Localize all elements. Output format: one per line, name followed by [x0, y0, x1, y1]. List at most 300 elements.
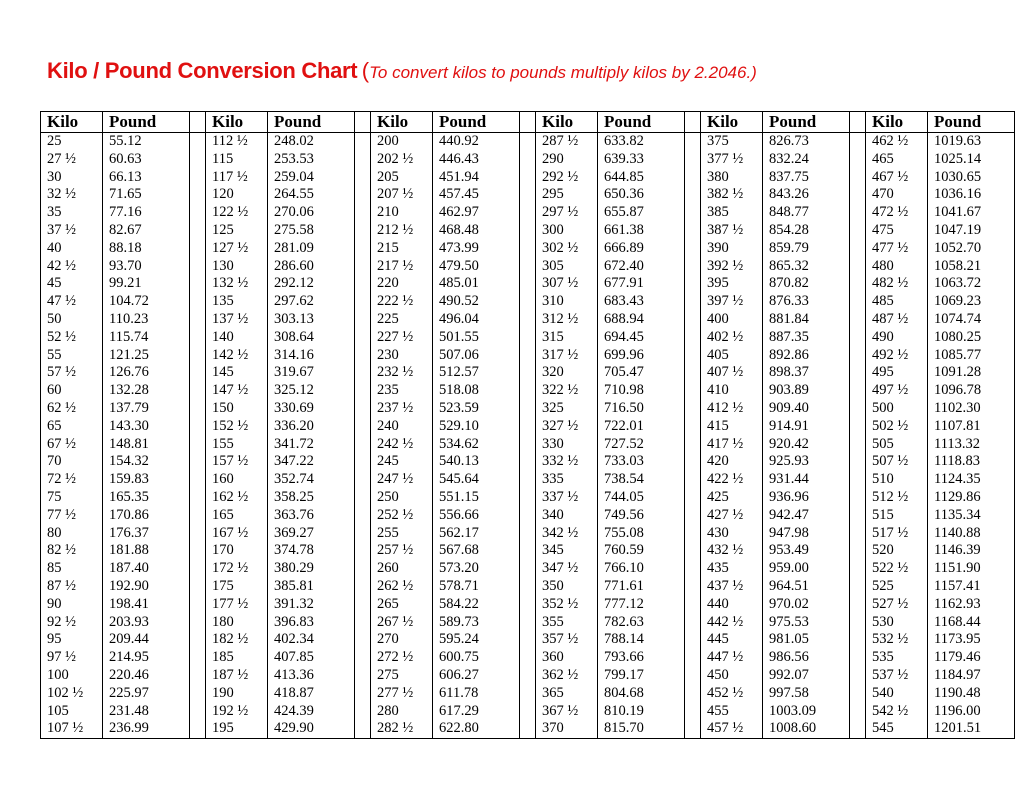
table-row	[41, 133, 1015, 151]
pound-cell: 782.63	[598, 614, 685, 632]
kilo-cell: 100	[41, 667, 103, 685]
table-row	[41, 542, 1015, 560]
column-gap	[355, 542, 371, 560]
pound-cell: 407.85	[268, 649, 355, 667]
kilo-cell: 455	[701, 703, 763, 721]
kilo-cell: 392 ½	[701, 258, 763, 276]
pound-cell: 1140.88	[928, 525, 1015, 543]
header-row	[41, 112, 1015, 133]
column-gap	[355, 560, 371, 578]
kilo-cell: 470	[866, 186, 928, 204]
column-gap	[355, 649, 371, 667]
column-gap	[190, 631, 206, 649]
kilo-cell: 360	[536, 649, 598, 667]
pound-cell: 892.86	[763, 347, 850, 365]
pound-cell: 303.13	[268, 311, 355, 329]
kilo-cell: 505	[866, 436, 928, 454]
kilo-cell: 280	[371, 703, 433, 721]
column-gap	[685, 614, 701, 632]
pound-cell: 859.79	[763, 240, 850, 258]
kilo-cell: 477 ½	[866, 240, 928, 258]
pound-cell: 688.94	[598, 311, 685, 329]
column-gap	[685, 578, 701, 596]
column-gap	[190, 186, 206, 204]
column-gap	[685, 347, 701, 365]
table-row	[41, 703, 1015, 721]
pound-cell: 848.77	[763, 204, 850, 222]
pound-cell: 562.17	[433, 525, 520, 543]
column-gap	[520, 489, 536, 507]
kilo-cell: 150	[206, 400, 268, 418]
kilo-cell: 517 ½	[866, 525, 928, 543]
kilo-cell: 62 ½	[41, 400, 103, 418]
pound-cell: 992.07	[763, 667, 850, 685]
kilo-cell: 425	[701, 489, 763, 507]
kilo-cell: 117 ½	[206, 169, 268, 187]
column-gap	[190, 151, 206, 169]
kilo-cell: 397 ½	[701, 293, 763, 311]
column-gap	[685, 240, 701, 258]
kilo-cell: 500	[866, 400, 928, 418]
pound-cell: 512.57	[433, 364, 520, 382]
kilo-cell: 427 ½	[701, 507, 763, 525]
column-gap	[190, 240, 206, 258]
column-gap	[685, 542, 701, 560]
column-gap	[355, 489, 371, 507]
pound-cell: 881.84	[763, 311, 850, 329]
pound-cell: 523.59	[433, 400, 520, 418]
pound-cell: 77.16	[103, 204, 190, 222]
kilo-header: Kilo	[206, 112, 268, 133]
kilo-cell: 322 ½	[536, 382, 598, 400]
kilo-cell: 245	[371, 453, 433, 471]
kilo-cell: 237 ½	[371, 400, 433, 418]
column-gap	[850, 703, 866, 721]
column-gap	[850, 347, 866, 365]
pound-cell: 225.97	[103, 685, 190, 703]
kilo-cell: 395	[701, 275, 763, 293]
pound-cell: 264.55	[268, 186, 355, 204]
column-gap	[685, 258, 701, 276]
column-gap	[685, 631, 701, 649]
kilo-cell: 30	[41, 169, 103, 187]
kilo-cell: 405	[701, 347, 763, 365]
pound-cell: 110.23	[103, 311, 190, 329]
column-gap	[190, 329, 206, 347]
column-gap	[190, 311, 206, 329]
pound-cell: 451.94	[433, 169, 520, 187]
column-gap	[520, 720, 536, 738]
pound-cell: 1052.70	[928, 240, 1015, 258]
pound-header: Pound	[433, 112, 520, 133]
kilo-cell: 77 ½	[41, 507, 103, 525]
column-gap	[685, 133, 701, 151]
kilo-cell: 415	[701, 418, 763, 436]
column-gap	[190, 525, 206, 543]
kilo-cell: 175	[206, 578, 268, 596]
pound-cell: 876.33	[763, 293, 850, 311]
pound-cell: 832.24	[763, 151, 850, 169]
kilo-cell: 172 ½	[206, 560, 268, 578]
kilo-cell: 115	[206, 151, 268, 169]
kilo-cell: 542 ½	[866, 703, 928, 721]
kilo-cell: 380	[701, 169, 763, 187]
pound-cell: 804.68	[598, 685, 685, 703]
kilo-cell: 145	[206, 364, 268, 382]
pound-cell: 286.60	[268, 258, 355, 276]
pound-cell: 165.35	[103, 489, 190, 507]
pound-cell: 115.74	[103, 329, 190, 347]
column-gap	[190, 614, 206, 632]
table-row	[41, 222, 1015, 240]
kilo-cell: 112 ½	[206, 133, 268, 151]
pound-cell: 176.37	[103, 525, 190, 543]
column-gap	[190, 489, 206, 507]
pound-cell: 755.08	[598, 525, 685, 543]
pound-cell: 606.27	[433, 667, 520, 685]
kilo-cell: 165	[206, 507, 268, 525]
pound-cell: 126.76	[103, 364, 190, 382]
pound-cell: 529.10	[433, 418, 520, 436]
pound-cell: 424.39	[268, 703, 355, 721]
kilo-cell: 370	[536, 720, 598, 738]
pound-cell: 292.12	[268, 275, 355, 293]
pound-cell: 429.90	[268, 720, 355, 738]
pound-cell: 1102.30	[928, 400, 1015, 418]
kilo-cell: 527 ½	[866, 596, 928, 614]
pound-header: Pound	[103, 112, 190, 133]
column-gap	[190, 436, 206, 454]
table-row	[41, 293, 1015, 311]
pound-cell: 556.66	[433, 507, 520, 525]
pound-cell: 468.48	[433, 222, 520, 240]
column-gap	[355, 471, 371, 489]
column-gap	[685, 275, 701, 293]
column-gap	[190, 578, 206, 596]
column-gap	[355, 382, 371, 400]
kilo-cell: 122 ½	[206, 204, 268, 222]
column-gap	[850, 667, 866, 685]
kilo-cell: 535	[866, 649, 928, 667]
column-gap	[190, 112, 206, 133]
pound-cell: 391.32	[268, 596, 355, 614]
column-gap	[355, 685, 371, 703]
kilo-cell: 132 ½	[206, 275, 268, 293]
kilo-cell: 167 ½	[206, 525, 268, 543]
column-gap	[520, 596, 536, 614]
column-gap	[850, 204, 866, 222]
pound-cell: 60.63	[103, 151, 190, 169]
pound-cell: 633.82	[598, 133, 685, 151]
pound-cell: 766.10	[598, 560, 685, 578]
column-gap	[685, 471, 701, 489]
pound-cell: 1058.21	[928, 258, 1015, 276]
kilo-cell: 155	[206, 436, 268, 454]
pound-cell: 749.56	[598, 507, 685, 525]
column-gap	[355, 436, 371, 454]
pound-cell: 148.81	[103, 436, 190, 454]
table-row	[41, 614, 1015, 632]
pound-cell: 1041.67	[928, 204, 1015, 222]
pound-cell: 887.35	[763, 329, 850, 347]
kilo-cell: 522 ½	[866, 560, 928, 578]
pound-cell: 1118.83	[928, 453, 1015, 471]
kilo-cell: 42 ½	[41, 258, 103, 276]
pound-cell: 1135.34	[928, 507, 1015, 525]
pound-cell: 584.22	[433, 596, 520, 614]
kilo-cell: 157 ½	[206, 453, 268, 471]
kilo-cell: 335	[536, 471, 598, 489]
column-gap	[355, 169, 371, 187]
pound-cell: 936.96	[763, 489, 850, 507]
kilo-cell: 275	[371, 667, 433, 685]
kilo-cell: 437 ½	[701, 578, 763, 596]
table-row	[41, 720, 1015, 738]
kilo-cell: 545	[866, 720, 928, 738]
kilo-cell: 442 ½	[701, 614, 763, 632]
column-gap	[520, 169, 536, 187]
column-gap	[850, 578, 866, 596]
pound-cell: 1080.25	[928, 329, 1015, 347]
pound-cell: 369.27	[268, 525, 355, 543]
pound-cell: 220.46	[103, 667, 190, 685]
kilo-cell: 537 ½	[866, 667, 928, 685]
pound-cell: 1074.74	[928, 311, 1015, 329]
pound-cell: 710.98	[598, 382, 685, 400]
pound-cell: 1047.19	[928, 222, 1015, 240]
kilo-cell: 330	[536, 436, 598, 454]
kilo-cell: 507 ½	[866, 453, 928, 471]
kilo-cell: 75	[41, 489, 103, 507]
pound-cell: 837.75	[763, 169, 850, 187]
table-row	[41, 329, 1015, 347]
pound-header: Pound	[268, 112, 355, 133]
kilo-cell: 250	[371, 489, 433, 507]
pound-cell: 363.76	[268, 507, 355, 525]
kilo-cell: 152 ½	[206, 418, 268, 436]
kilo-cell: 315	[536, 329, 598, 347]
column-gap	[520, 222, 536, 240]
kilo-cell: 320	[536, 364, 598, 382]
kilo-cell: 487 ½	[866, 311, 928, 329]
column-gap	[685, 489, 701, 507]
column-gap	[520, 204, 536, 222]
kilo-cell: 55	[41, 347, 103, 365]
pound-cell: 1190.48	[928, 685, 1015, 703]
column-gap	[520, 614, 536, 632]
table-row	[41, 418, 1015, 436]
pound-cell: 947.98	[763, 525, 850, 543]
column-gap	[190, 685, 206, 703]
kilo-cell: 390	[701, 240, 763, 258]
pound-cell: 545.64	[433, 471, 520, 489]
pound-cell: 1201.51	[928, 720, 1015, 738]
pound-cell: 1157.41	[928, 578, 1015, 596]
pound-cell: 187.40	[103, 560, 190, 578]
table-row	[41, 631, 1015, 649]
kilo-cell: 52 ½	[41, 329, 103, 347]
kilo-cell: 190	[206, 685, 268, 703]
column-gap	[355, 400, 371, 418]
column-gap	[850, 525, 866, 543]
column-gap	[190, 169, 206, 187]
column-gap	[850, 151, 866, 169]
column-gap	[355, 631, 371, 649]
title-main: Kilo / Pound Conversion Chart	[47, 58, 358, 83]
pound-cell: 925.93	[763, 453, 850, 471]
kilo-cell: 80	[41, 525, 103, 543]
pound-cell: 771.61	[598, 578, 685, 596]
pound-cell: 457.45	[433, 186, 520, 204]
pound-cell: 683.43	[598, 293, 685, 311]
kilo-cell: 480	[866, 258, 928, 276]
column-gap	[355, 364, 371, 382]
column-gap	[520, 703, 536, 721]
column-gap	[685, 667, 701, 685]
kilo-cell: 212 ½	[371, 222, 433, 240]
kilo-cell: 287 ½	[536, 133, 598, 151]
pound-cell: 1179.46	[928, 649, 1015, 667]
kilo-cell: 440	[701, 596, 763, 614]
pound-cell: 970.02	[763, 596, 850, 614]
kilo-cell: 540	[866, 685, 928, 703]
pound-cell: 159.83	[103, 471, 190, 489]
pound-cell: 104.72	[103, 293, 190, 311]
kilo-cell: 180	[206, 614, 268, 632]
column-gap	[355, 614, 371, 632]
kilo-cell: 47 ½	[41, 293, 103, 311]
column-gap	[190, 453, 206, 471]
kilo-cell: 255	[371, 525, 433, 543]
pound-cell: 347.22	[268, 453, 355, 471]
kilo-cell: 445	[701, 631, 763, 649]
pound-cell: 55.12	[103, 133, 190, 151]
kilo-cell: 407 ½	[701, 364, 763, 382]
kilo-cell: 340	[536, 507, 598, 525]
column-gap	[850, 631, 866, 649]
pound-cell: 738.54	[598, 471, 685, 489]
kilo-cell: 420	[701, 453, 763, 471]
pound-cell: 93.70	[103, 258, 190, 276]
kilo-header: Kilo	[41, 112, 103, 133]
pound-cell: 1146.39	[928, 542, 1015, 560]
pound-cell: 959.00	[763, 560, 850, 578]
pound-cell: 760.59	[598, 542, 685, 560]
column-gap	[190, 667, 206, 685]
kilo-cell: 302 ½	[536, 240, 598, 258]
column-gap	[355, 720, 371, 738]
pound-cell: 374.78	[268, 542, 355, 560]
kilo-cell: 87 ½	[41, 578, 103, 596]
pound-cell: 99.21	[103, 275, 190, 293]
column-gap	[520, 667, 536, 685]
table-row	[41, 258, 1015, 276]
pound-cell: 534.62	[433, 436, 520, 454]
column-gap	[355, 133, 371, 151]
table-row	[41, 275, 1015, 293]
kilo-cell: 310	[536, 293, 598, 311]
column-gap	[850, 418, 866, 436]
pound-cell: 540.13	[433, 453, 520, 471]
pound-cell: 325.12	[268, 382, 355, 400]
column-gap	[190, 471, 206, 489]
kilo-cell: 297 ½	[536, 204, 598, 222]
kilo-cell: 35	[41, 204, 103, 222]
column-gap	[685, 649, 701, 667]
kilo-cell: 412 ½	[701, 400, 763, 418]
column-gap	[685, 222, 701, 240]
pound-cell: 733.03	[598, 453, 685, 471]
pound-cell: 181.88	[103, 542, 190, 560]
pound-cell: 799.17	[598, 667, 685, 685]
kilo-cell: 65	[41, 418, 103, 436]
kilo-cell: 25	[41, 133, 103, 151]
column-gap	[520, 507, 536, 525]
pound-cell: 1003.09	[763, 703, 850, 721]
kilo-cell: 130	[206, 258, 268, 276]
column-gap	[685, 186, 701, 204]
column-gap	[190, 364, 206, 382]
column-gap	[190, 222, 206, 240]
kilo-cell: 92 ½	[41, 614, 103, 632]
pound-cell: 1173.95	[928, 631, 1015, 649]
column-gap	[520, 293, 536, 311]
kilo-cell: 220	[371, 275, 433, 293]
pound-cell: 1129.86	[928, 489, 1015, 507]
pound-cell: 1168.44	[928, 614, 1015, 632]
kilo-cell: 205	[371, 169, 433, 187]
pound-cell: 418.87	[268, 685, 355, 703]
kilo-cell: 37 ½	[41, 222, 103, 240]
pound-cell: 870.82	[763, 275, 850, 293]
kilo-cell: 85	[41, 560, 103, 578]
pound-cell: 1085.77	[928, 347, 1015, 365]
pound-cell: 485.01	[433, 275, 520, 293]
kilo-cell: 147 ½	[206, 382, 268, 400]
pound-cell: 793.66	[598, 649, 685, 667]
kilo-cell: 135	[206, 293, 268, 311]
column-gap	[520, 631, 536, 649]
pound-cell: 490.52	[433, 293, 520, 311]
kilo-cell: 337 ½	[536, 489, 598, 507]
kilo-cell: 347 ½	[536, 560, 598, 578]
kilo-cell: 295	[536, 186, 598, 204]
column-gap	[520, 436, 536, 454]
pound-cell: 914.91	[763, 418, 850, 436]
pound-cell: 1107.81	[928, 418, 1015, 436]
column-gap	[355, 112, 371, 133]
column-gap	[355, 204, 371, 222]
column-gap	[850, 186, 866, 204]
column-gap	[850, 169, 866, 187]
pound-cell: 71.65	[103, 186, 190, 204]
pound-cell: 705.47	[598, 364, 685, 382]
kilo-cell: 187 ½	[206, 667, 268, 685]
kilo-cell: 515	[866, 507, 928, 525]
kilo-cell: 532 ½	[866, 631, 928, 649]
kilo-cell: 242 ½	[371, 436, 433, 454]
pound-cell: 942.47	[763, 507, 850, 525]
column-gap	[190, 347, 206, 365]
kilo-cell: 382 ½	[701, 186, 763, 204]
pound-cell: 198.41	[103, 596, 190, 614]
kilo-cell: 67 ½	[41, 436, 103, 454]
kilo-cell: 435	[701, 560, 763, 578]
kilo-cell: 32 ½	[41, 186, 103, 204]
pound-cell: 66.13	[103, 169, 190, 187]
kilo-cell: 107 ½	[41, 720, 103, 738]
kilo-cell: 417 ½	[701, 436, 763, 454]
